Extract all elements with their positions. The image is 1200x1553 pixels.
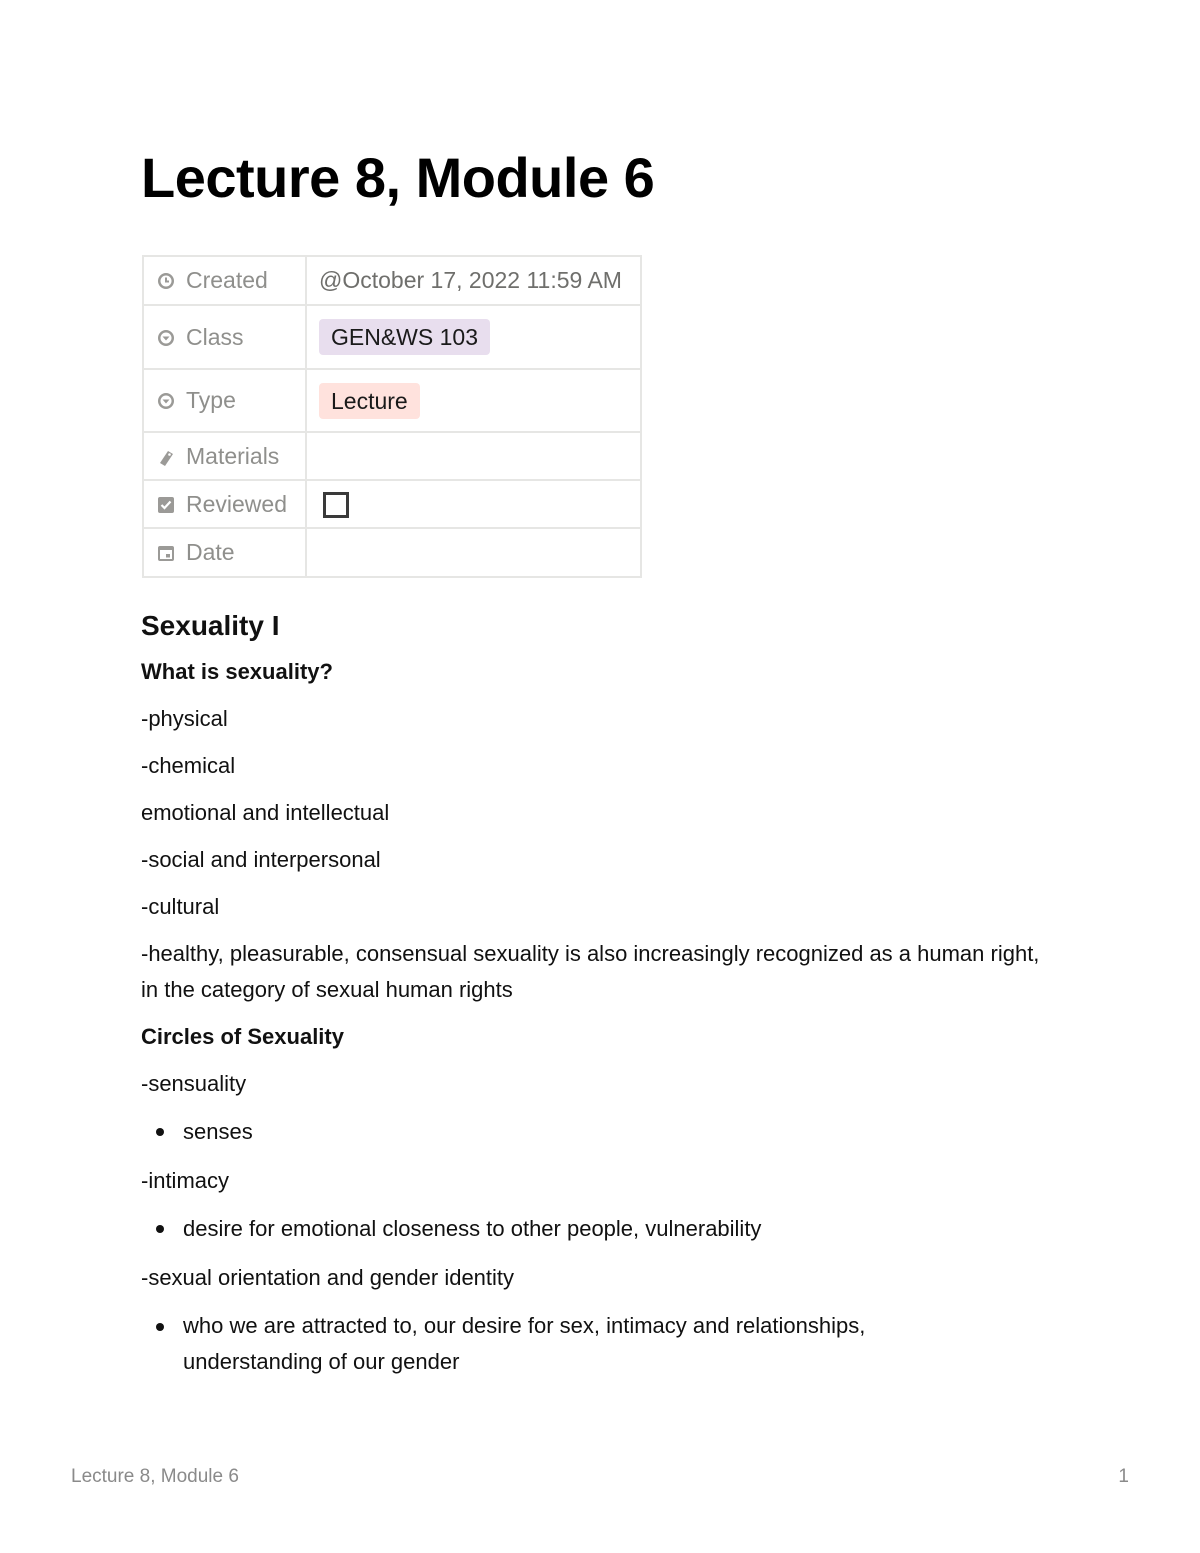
property-row-reviewed [143,480,641,528]
bullet-list [141,1107,1061,1157]
circle-label: -sensuality [141,1071,247,1096]
circle-label: -sexual orientation and gender identity [141,1265,515,1290]
note-body [141,604,1061,1380]
property-row-materials [143,432,641,480]
property-row-created [143,256,641,305]
list-item-text: desire for emotional closeness to other people, vulnerability [183,1216,762,1241]
text-line: -chemical [141,753,236,778]
property-key-date[interactable] [143,528,306,577]
property-key-class[interactable] [143,305,306,369]
property-key-type[interactable] [143,369,306,432]
bullet-icon [156,1323,164,1331]
property-key-materials[interactable] [143,432,306,480]
property-value-date[interactable] [306,528,641,577]
bullet-icon [156,1128,164,1136]
select-icon [156,328,176,348]
circle-label: -intimacy [141,1168,230,1193]
text-line: -social and interpersonal [141,847,381,872]
property-value-class[interactable] [306,305,641,369]
type-tag[interactable]: Lecture [319,383,420,419]
property-row-type [143,369,641,432]
list-item-text: senses [183,1119,253,1144]
list-item-text: who we are attracted to, our desire for sex, intimacy and relationships, understanding of our gender [183,1313,866,1374]
text-line: -cultural [141,894,220,919]
property-key-reviewed[interactable] [143,480,306,528]
reviewed-checkbox[interactable] [323,492,349,518]
created-date-value: @October 17, 2022 11:59 AM [319,267,622,293]
bullet-icon [156,1225,164,1233]
attachment-icon [156,447,176,467]
property-label: Class [186,323,244,350]
page-title: Lecture 8, Module 6 [141,146,655,209]
text-line: -physical [141,706,228,731]
bullet-list [141,1301,1061,1380]
circles-heading: Circles of Sexuality [141,1024,344,1049]
property-key-created[interactable] [143,256,306,305]
property-label: Reviewed [186,490,287,517]
list-item [141,1204,1061,1254]
property-row-date [143,528,641,577]
list-item [141,1301,923,1380]
property-label: Date [186,539,235,565]
property-label: Materials [186,442,280,469]
section-heading: Sexuality I [141,610,280,641]
checkbox-icon [156,495,176,515]
property-label: Type [186,387,236,413]
footer-title: Lecture 8, Module 6 [71,1466,239,1487]
rights-paragraph: -healthy, pleasurable, consensual sexuality is also increasingly recognized as a human right, in the category of sexual human rights [141,941,1040,1002]
property-value-created[interactable] [306,256,641,305]
properties-table [142,255,642,578]
bullet-list [141,1204,1061,1254]
property-value-reviewed[interactable] [306,480,641,528]
text-line: emotional and intellectual [141,800,390,825]
property-row-class [143,305,641,369]
list-item [141,1107,1061,1157]
select-icon [156,391,176,411]
calendar-icon [156,543,176,563]
class-tag[interactable]: GEN&WS 103 [319,319,490,355]
property-value-type[interactable] [306,369,641,432]
page-number: 1 [1118,1466,1129,1487]
question-heading: What is sexuality? [141,659,333,684]
property-value-materials[interactable] [306,432,641,480]
property-label: Created [186,267,268,293]
clock-icon [156,271,176,291]
